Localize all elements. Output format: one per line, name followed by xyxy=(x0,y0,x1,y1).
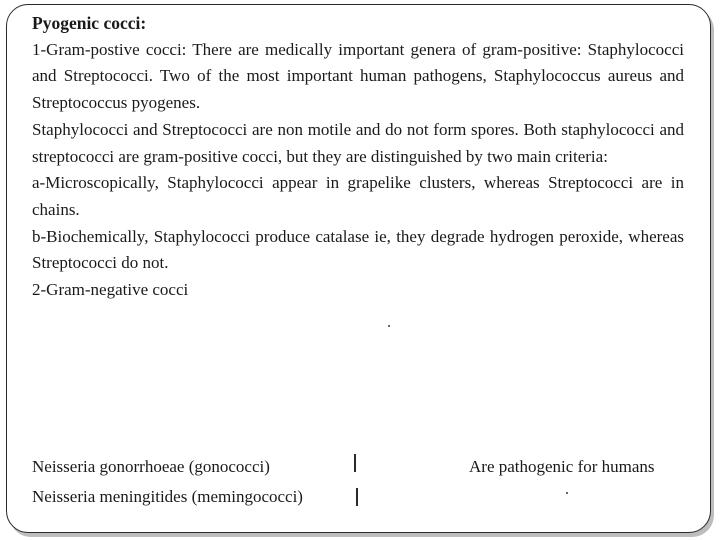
paragraph-properties: Staphylococci and Streptococci are non motile and do not form spores. Both staphylococci and streptococci are gram-positive cocci, but they are distinguished by two main criteria: xyxy=(32,119,684,166)
species-name: Neisseria gonorrhoeae (gonococci) xyxy=(32,457,270,476)
document-body xyxy=(32,10,684,304)
paragraph-gram-positive: 1-Gram-postive cocci: There are medically important genera of gram-positive: Staphylococci and Streptococci. Two of the most important human pathogens, Staphylococcus aureus and Streptococcus pyogenes. xyxy=(32,39,684,113)
paragraph-microscopic: a-Microscopically, Staphylococci appear in grapelike clusters, whereas Streptococci are in chains. xyxy=(32,173,684,219)
pathogenic-note: Are pathogenic for humans xyxy=(469,457,655,476)
scan-speck xyxy=(566,492,568,494)
species-row xyxy=(32,452,692,482)
species-list xyxy=(32,452,692,512)
document-title: Pyogenic cocci: xyxy=(32,13,147,33)
paragraph-gram-negative: 2-Gram-negative cocci xyxy=(32,280,189,300)
species-name: Neisseria meningitides (memingococci) xyxy=(32,487,303,506)
bracket-mark xyxy=(356,488,358,506)
species-row xyxy=(32,482,692,512)
scan-speck xyxy=(388,325,390,327)
bracket-mark xyxy=(354,454,356,472)
paragraph-biochemical: b-Biochemically, Staphylococci produce catalase ie, they degrade hydrogen peroxide, whereas Streptococci do not. xyxy=(32,226,684,273)
